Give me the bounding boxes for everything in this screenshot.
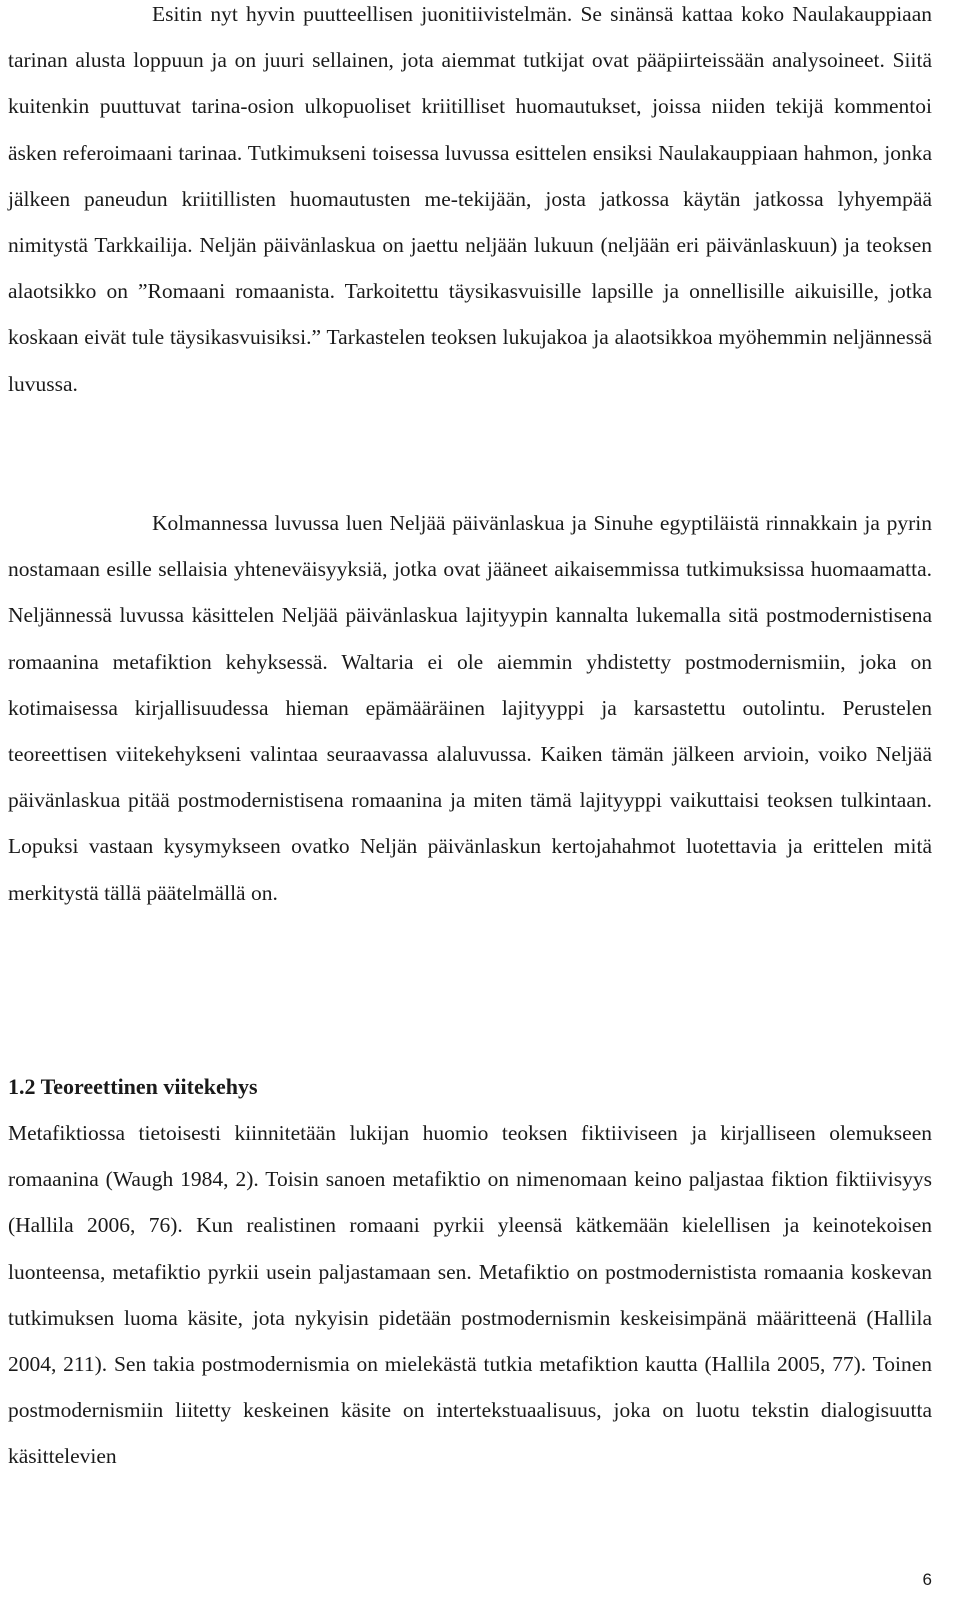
body-paragraph: Esitin nyt hyvin puutteellisen juonitiivistelmän. Se sinänsä kattaa koko Naulakauppiaan tarinan alusta loppuun ja on juuri sellainen, jota aiemmat tutkijat ovat pääpiirteissään analysoineet. Siitä kuitenkin puuttuvat tarina-osion ulkopuoliset kriitilliset huomautukset, joissa niiden tekijä kommentoi äsken referoimaani tarinaa. Tutkimukseni toisessa luvussa esittelen ensiksi Naulakauppiaan hahmon, jonka jälkeen paneudun kriitillisten huomautusten me-tekijään, josta jatkossa käytän jatkossa lyhyempää nimitystä Tarkkailija. Neljän päivänlaskua on jaettu neljään lukuun (neljään eri päivänlaskuun) ja teoksen alaotsikko on ”Romaani romaanista. Tarkoitettu täysikasvuisille lapsille ja onnellisille aikuisille, jotka koskaan eivät tule täysikasvuisiksi.” Tarkastelen teoksen lukujakoa ja alaotsikkoa myöhemmin neljännessä luvussa. xyxy=(8,2,932,396)
section-heading: 1.2 Teoreettinen viitekehys xyxy=(8,1074,258,1099)
page-number: 6 xyxy=(922,1570,932,1589)
body-paragraph: Metafiktiossa tietoisesti kiinnitetään lukijan huomio teoksen fiktiiviseen ja kirjalliseen olemukseen romaanina (Waugh 1984, 2). Toisin sanoen metafiktio on nimenomaan keino paljastaa fiktion fiktiivisyys (Hallila 2006, 76). Kun realistinen romaani pyrkii yleensä kätkemään kielellisen ja keinotekoisen luonteensa, metafiktio pyrkii usein paljastamaan sen. Metafiktio on postmodernistista romaania koskevan tutkimuksen luoma käsite, jota nykyisin pidetään postmodernismin keskeisimpänä määritteenä (Hallila 2004, 211). Sen takia postmodernismia on mielekästä tutkia metafiktion kautta (Hallila 2005, 77). Toinen postmodernismiin liitetty keskeinen käsite on intertekstuaalisuus, joka on luotu tekstin dialogisuutta käsittelevien xyxy=(8,1121,932,1469)
body-paragraph: Kolmannessa luvussa luen Neljää päivänlaskua ja Sinuhe egyptiläistä rinnakkain ja pyrin nostamaan esille sellaisia yhteneväisyyksiä, jotka ovat jääneet aikaisemmissa tutkimuksissa huomaamatta. Neljännessä luvussa käsittelen Neljää päivänlaskua lajityypin kannalta lukemalla sitä postmodernistisena romaanina metafiktion kehyksessä. Waltaria ei ole aiemmin yhdistetty postmodernismiin, joka on kotimaisessa kirjallisuudessa hieman epämääräinen lajityyppi ja karsastettu outolintu. Perustelen teoreettisen viitekehykseni valintaa seuraavassa alaluvussa. Kaiken tämän jälkeen arvioin, voiko Neljää päivänlaskua pitää postmodernistisena romaanina ja miten tämä lajityyppi vaikuttaisi teoksen tulkintaan. Lopuksi vastaan kysymykseen ovatko Neljän päivänlaskun kertojahahmot luotettavia ja erittelen mitä merkitystä tällä päätelmällä on. xyxy=(8,511,932,905)
